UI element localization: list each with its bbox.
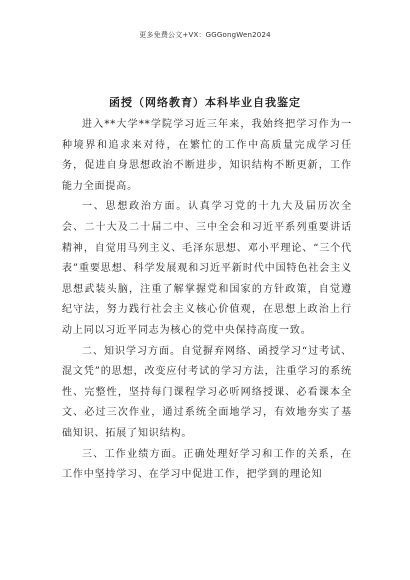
- paragraph-work: 三、工作业绩方面。正确处理好学习和工作的关系，在工作中坚持学习、在学习中促进工作，把学到的理论知: [62, 448, 352, 481]
- paragraph-political: 一、思想政治方面。认真学习党的十九大及届历次全会、二十大及二十届二中、三中全会和习近平系列重要讲话精神，自觉用马列主义、毛泽东思想、邓小平理论、“三个代表”重要思想、科学发展观和习近平新时代中国特色社会主义思想武装头脑，注重了解掌握党和国家的方针政策，自觉遵纪守法，努力践行社会主义核心价值观，在思想上政治上行动上同以习近平同志为核心的党中央保持高度一致。: [62, 201, 352, 336]
- header-note: 更多免费公文+VX：GGGongWen2024: [139, 31, 271, 39]
- paragraph-study: 二、知识学习方面。自觉摒弃网络、函授学习“过考试、混文凭”的思想，改变应付考试的学习方法，注重学习的系统性、完整性，坚持每门课程学习必听网络授课、必看课本全文、必过三次作业，通过系统全面地学习，有效地夯实了基础知识、拓展了知识结构。: [62, 345, 352, 439]
- document-body: [62, 115, 352, 486]
- document-title: 函授（网络教育）本科毕业自我鉴定: [109, 96, 301, 109]
- paragraph-intro: 进入**大学**学院学习近三年来，我始终把学习作为一种境界和追求来对待，在繁忙的工作中高质量完成学习任务，促进自身思想政治不断进步，知识结构不断更新，工作能力全面提高。: [62, 119, 352, 192]
